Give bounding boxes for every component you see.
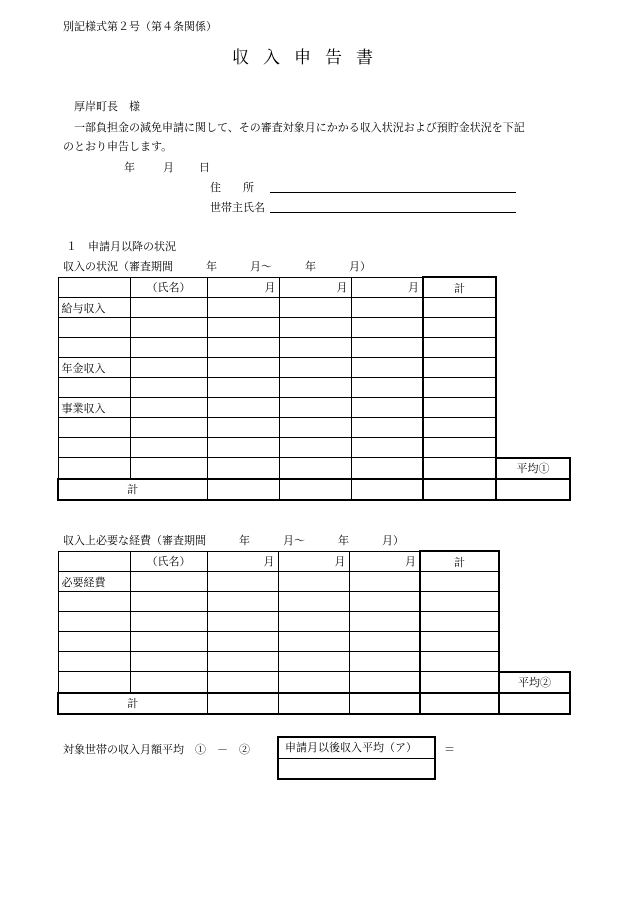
input-cell[interactable] (207, 458, 279, 479)
input-cell[interactable] (207, 418, 279, 438)
row-total-cell[interactable] (423, 458, 496, 479)
input-cell[interactable] (130, 572, 207, 592)
input-cell[interactable] (349, 672, 420, 693)
input-cell[interactable] (207, 378, 279, 398)
table-row (58, 438, 570, 458)
input-cell[interactable] (278, 592, 349, 612)
row-label (58, 652, 130, 672)
input-cell[interactable] (130, 378, 207, 398)
row-label (58, 338, 130, 358)
section-heading: １ 申請月以降の状況 (66, 240, 176, 253)
input-cell[interactable] (207, 652, 278, 672)
input-cell[interactable] (130, 318, 207, 338)
page-title: 収入申告書 (232, 48, 387, 68)
total-label: 計 (58, 693, 207, 714)
row-label (58, 438, 130, 458)
input-cell[interactable] (130, 652, 207, 672)
header-cell-month: 月 (207, 551, 278, 572)
row-total-cell[interactable] (423, 398, 496, 418)
total-row (58, 479, 570, 500)
input-cell[interactable] (351, 458, 423, 479)
input-cell[interactable] (130, 612, 207, 632)
table-row (58, 458, 570, 479)
body-text-line1: 一部負担金の減免申請に関して、その審査対象月にかかる収入状況および預貯金状況を下記 (74, 121, 525, 134)
table-row (58, 418, 570, 438)
input-cell[interactable] (349, 592, 420, 612)
input-cell[interactable] (130, 592, 207, 612)
row-label: 必要経費 (58, 572, 130, 592)
input-cell[interactable] (207, 592, 278, 612)
date-day-label: 日 (199, 161, 210, 174)
row-total-cell[interactable] (423, 298, 496, 318)
total-label: 計 (58, 479, 207, 500)
householder-name-field[interactable] (270, 212, 516, 213)
input-cell[interactable] (278, 672, 349, 693)
input-cell[interactable] (349, 612, 420, 632)
input-cell[interactable] (279, 318, 351, 338)
body-text-line2: のとおり申告します。 (63, 140, 173, 153)
row-label: 年金収入 (58, 358, 130, 378)
grand-total-cell[interactable] (420, 693, 499, 714)
row-label (58, 612, 130, 632)
table-header-row (58, 551, 570, 572)
input-cell[interactable] (351, 378, 423, 398)
table-row (58, 632, 570, 652)
addressee: 厚岸町長 様 (74, 100, 140, 113)
grand-total-cell[interactable] (423, 479, 496, 500)
input-cell[interactable] (130, 358, 207, 378)
input-cell[interactable] (130, 398, 207, 418)
row-total-cell[interactable] (423, 318, 496, 338)
row-total-cell[interactable] (420, 632, 499, 652)
total-cell[interactable] (207, 693, 278, 714)
row-label: 事業収入 (58, 398, 130, 418)
input-cell[interactable] (349, 572, 420, 592)
header-cell (58, 277, 130, 298)
row-label (58, 458, 130, 479)
input-cell[interactable] (207, 572, 278, 592)
summary-label: 対象世帯の収入月額平均 ① － ② (63, 743, 250, 756)
input-cell[interactable] (207, 612, 278, 632)
table-row (58, 298, 570, 318)
input-cell[interactable] (351, 338, 423, 358)
row-label (58, 592, 130, 612)
row-label (58, 418, 130, 438)
total-cell[interactable] (351, 479, 423, 500)
input-cell[interactable] (351, 358, 423, 378)
table-row (58, 652, 570, 672)
input-cell[interactable] (279, 458, 351, 479)
householder-name-label: 世帯主氏名 (210, 201, 265, 214)
row-total-cell[interactable] (420, 672, 499, 693)
table-row (58, 398, 570, 418)
header-cell-total: 計 (423, 277, 496, 298)
input-cell[interactable] (349, 652, 420, 672)
input-cell[interactable] (207, 318, 279, 338)
input-cell[interactable] (207, 438, 279, 458)
table-row (58, 318, 570, 338)
total-cell[interactable] (279, 479, 351, 500)
header-cell-month: 月 (278, 551, 349, 572)
input-cell[interactable] (279, 418, 351, 438)
input-cell[interactable] (130, 338, 207, 358)
input-cell[interactable] (207, 632, 278, 652)
equals-sign: ＝ (444, 743, 455, 756)
form-number: 別記様式第２号（第４条関係） (63, 20, 217, 33)
total-cell[interactable] (278, 693, 349, 714)
row-total-cell[interactable] (420, 592, 499, 612)
input-cell[interactable] (351, 318, 423, 338)
income-average-label: 申請月以後収入平均（ア） (279, 738, 434, 759)
header-cell-month: 月 (351, 277, 423, 298)
average-1-value[interactable] (496, 479, 570, 500)
input-cell[interactable] (351, 398, 423, 418)
total-row (58, 693, 570, 714)
address-label: 住 所 (210, 181, 254, 194)
date-month-label: 月 (163, 161, 174, 174)
header-cell-name: （氏名） (130, 551, 207, 572)
row-total-cell[interactable] (423, 418, 496, 438)
income-average-box (277, 736, 436, 780)
average-2-value[interactable] (499, 693, 570, 714)
expense-table (57, 550, 571, 715)
input-cell[interactable] (351, 418, 423, 438)
table-row (58, 378, 570, 398)
total-cell[interactable] (349, 693, 420, 714)
average-1-label: 平均① (496, 458, 570, 479)
row-label: 給与収入 (58, 298, 130, 318)
input-cell[interactable] (207, 358, 279, 378)
header-cell-month: 月 (207, 277, 279, 298)
input-cell[interactable] (351, 438, 423, 458)
row-label (58, 632, 130, 652)
header-cell-month: 月 (349, 551, 420, 572)
input-cell[interactable] (351, 298, 423, 318)
table-row (58, 592, 570, 612)
input-cell[interactable] (130, 458, 207, 479)
input-cell[interactable] (279, 378, 351, 398)
row-total-cell[interactable] (423, 378, 496, 398)
input-cell[interactable] (207, 338, 279, 358)
input-cell[interactable] (278, 632, 349, 652)
input-cell[interactable] (278, 652, 349, 672)
input-cell[interactable] (279, 298, 351, 318)
row-total-cell[interactable] (420, 612, 499, 632)
date-year-label: 年 (124, 161, 135, 174)
input-cell[interactable] (130, 298, 207, 318)
input-cell[interactable] (349, 632, 420, 652)
input-cell[interactable] (278, 612, 349, 632)
header-cell-name: （氏名） (130, 277, 207, 298)
row-total-cell[interactable] (420, 572, 499, 592)
input-cell[interactable] (279, 438, 351, 458)
input-cell[interactable] (278, 572, 349, 592)
row-total-cell[interactable] (423, 358, 496, 378)
row-total-cell[interactable] (423, 438, 496, 458)
table-row (58, 358, 570, 378)
row-total-cell[interactable] (423, 338, 496, 358)
income-status-title: 収入の状況（審査期間 年 月～ 年 月） (63, 260, 371, 273)
table-row (58, 672, 570, 693)
header-cell-total: 計 (420, 551, 499, 572)
table-row (58, 572, 570, 592)
row-label (58, 318, 130, 338)
input-cell[interactable] (207, 672, 278, 693)
input-cell[interactable] (130, 672, 207, 693)
income-table (57, 276, 571, 501)
input-cell[interactable] (279, 358, 351, 378)
row-label (58, 378, 130, 398)
header-cell-month: 月 (279, 277, 351, 298)
average-2-label: 平均② (499, 672, 570, 693)
input-cell[interactable] (130, 632, 207, 652)
header-cell (58, 551, 130, 572)
table-row (58, 612, 570, 632)
row-total-cell[interactable] (420, 652, 499, 672)
table-row (58, 338, 570, 358)
input-cell[interactable] (279, 338, 351, 358)
input-cell[interactable] (207, 398, 279, 418)
total-cell[interactable] (207, 479, 279, 500)
income-average-value[interactable] (279, 759, 434, 779)
input-cell[interactable] (279, 398, 351, 418)
table-header-row (58, 277, 570, 298)
input-cell[interactable] (207, 298, 279, 318)
input-cell[interactable] (130, 418, 207, 438)
expense-title: 収入上必要な経費（審査期間 年 月～ 年 月） (63, 534, 404, 547)
input-cell[interactable] (130, 438, 207, 458)
row-label (58, 672, 130, 693)
address-field[interactable] (270, 192, 516, 193)
